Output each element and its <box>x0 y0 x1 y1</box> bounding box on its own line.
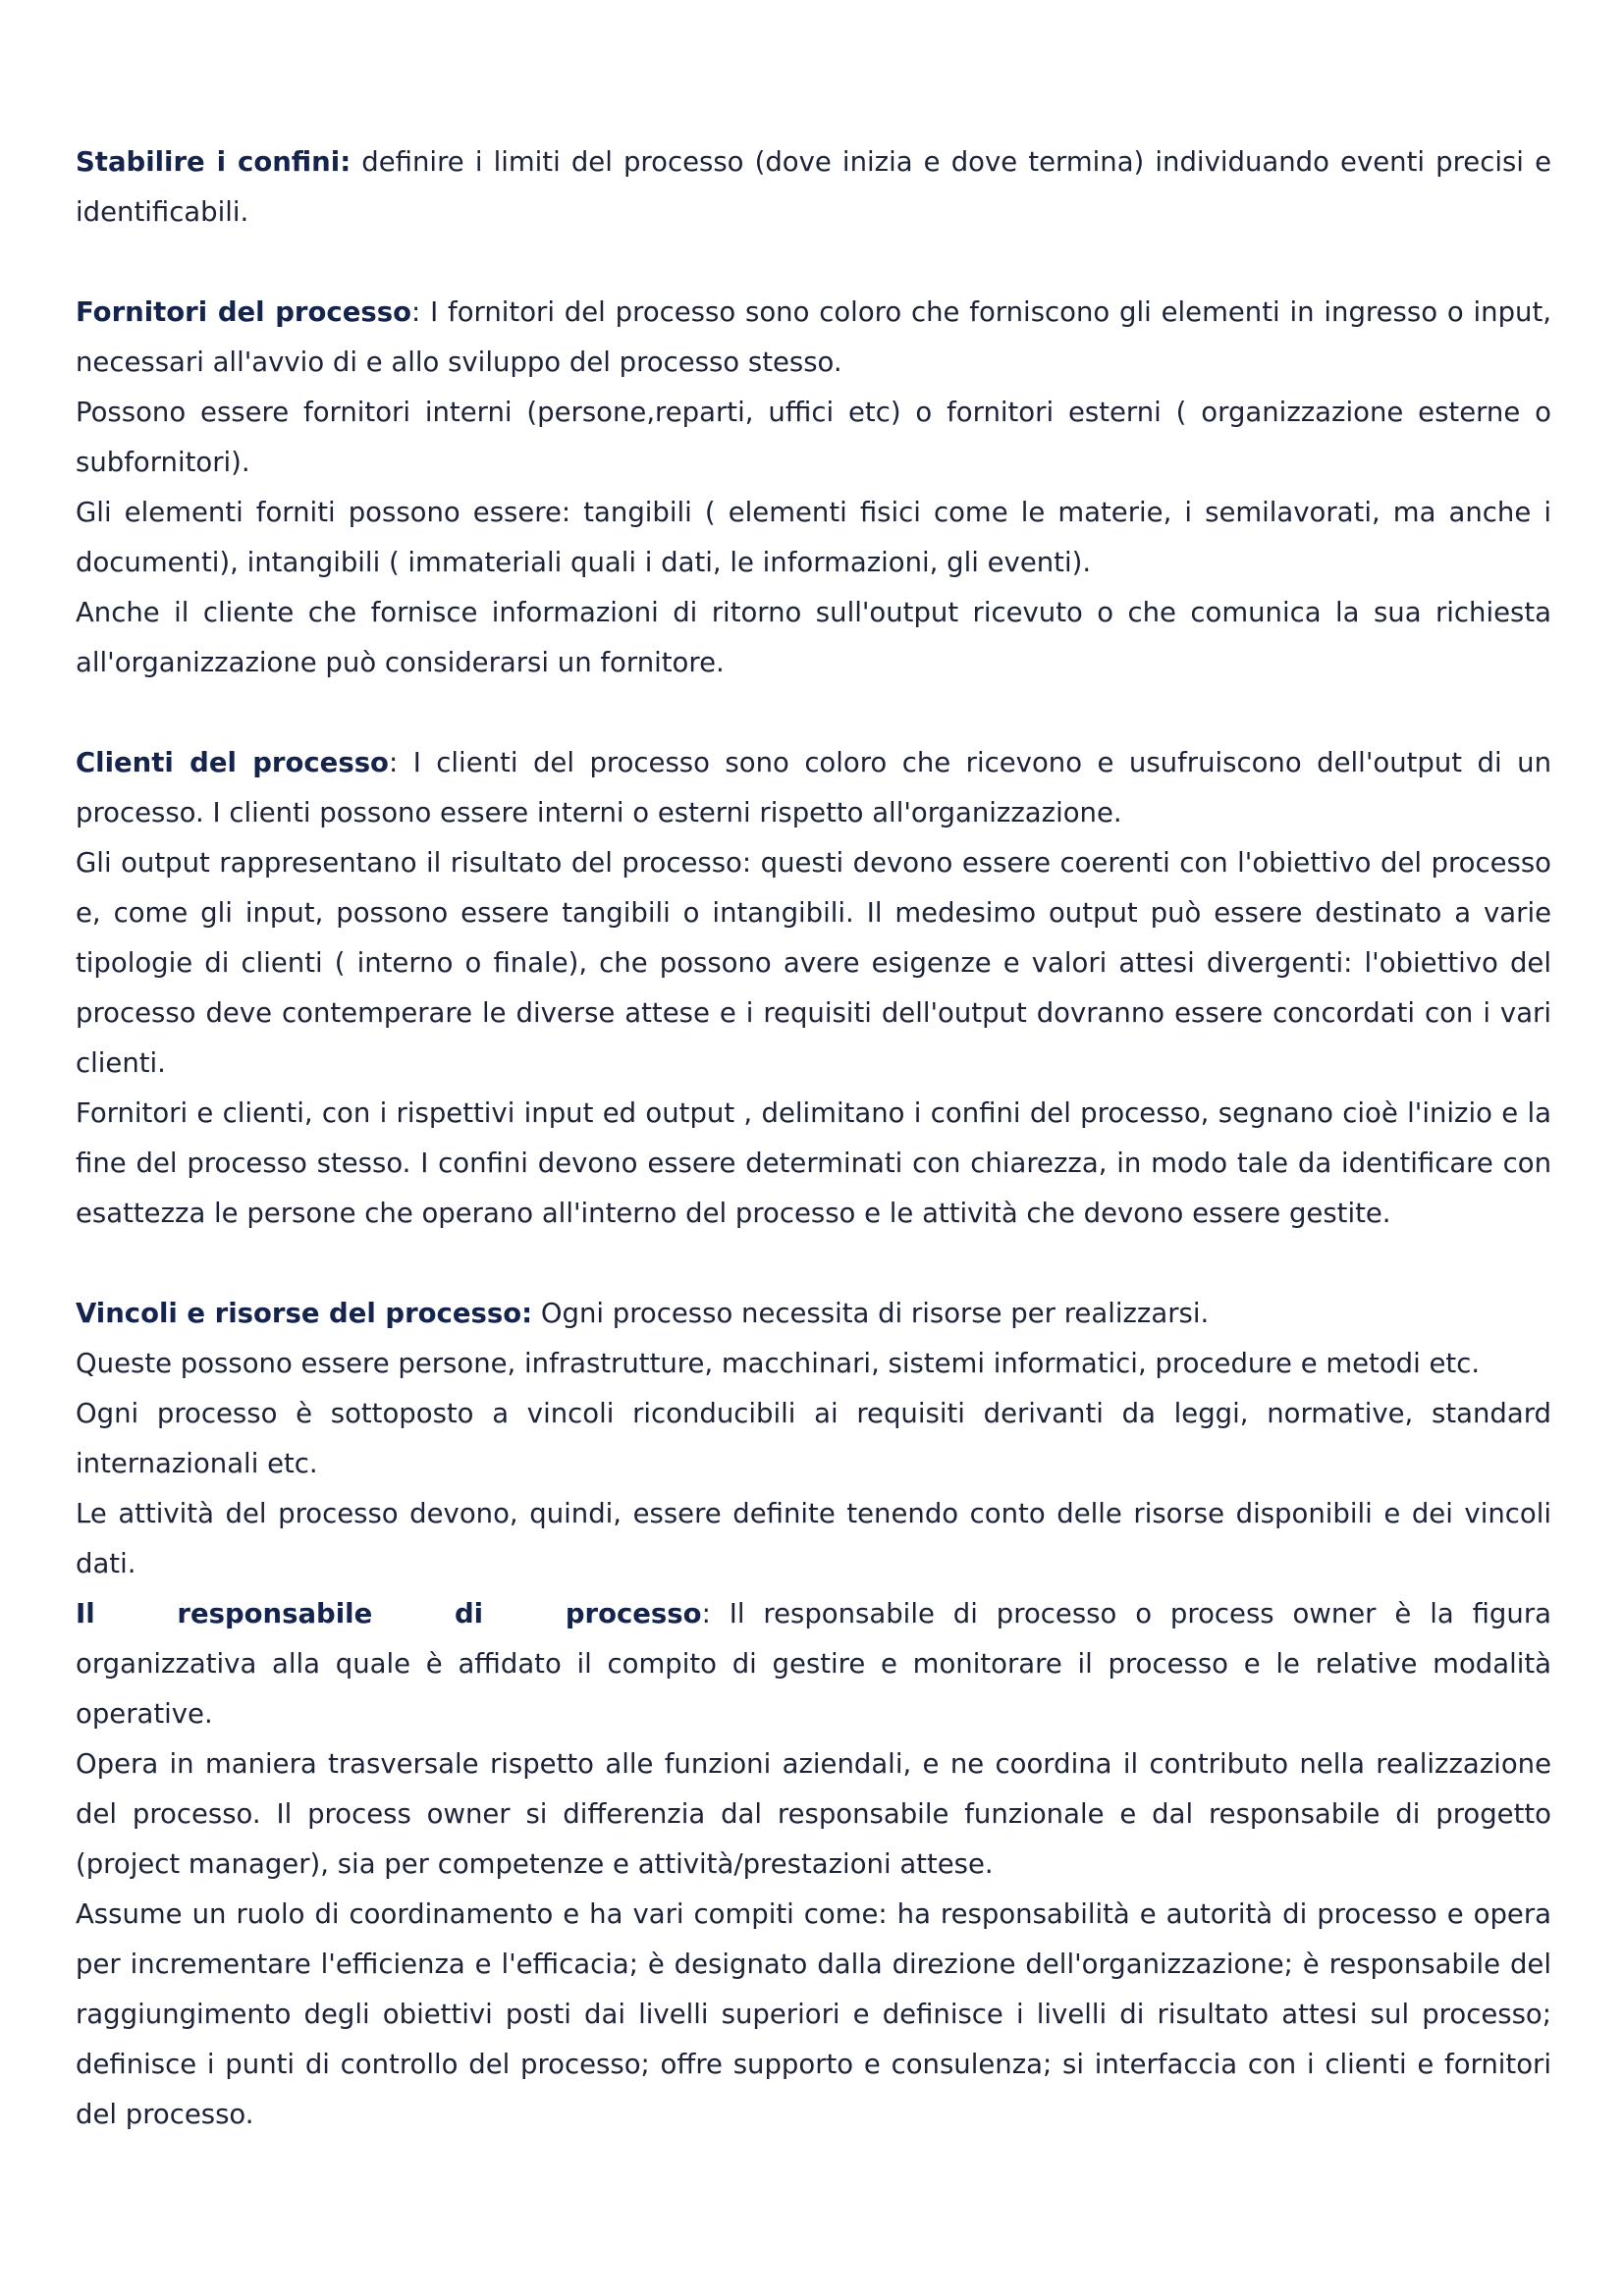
document-page <box>76 137 1551 2140</box>
term-stabilire-confini: Stabilire i confini <box>76 146 341 178</box>
term-clienti: Clienti del processo <box>76 747 389 778</box>
paragraph-fornitori <box>76 288 1551 388</box>
paragraph-vincoli-attivita: Le attività del processo devono, quindi, essere definite tenendo conto delle risorse disponibili e dei vincoli dati. <box>76 1498 1551 1579</box>
paragraph-responsabile-ruolo: Opera in maniera trasversale rispetto alle funzioni aziendali, e ne coordina il contributo nella realizzazione del processo. Il process owner si differenzia dal responsabile funzionale e dal responsabile di progetto (project manager), sia per competenze e attività/prestazioni attese. <box>76 1748 1551 1880</box>
paragraph-fornitori-elementi: Gli elementi forniti possono essere: tangibili ( elementi fisici come le materie, i semilavorati, ma anche i documenti), intangibili ( immateriali quali i dati, le informazioni, gli eventi). <box>76 497 1551 578</box>
paragraph-vincoli-normative: Ogni processo è sottoposto a vincoli riconducibili ai requisiti derivanti da leggi, normative, standard internazionali etc. <box>76 1398 1551 1479</box>
paragraph-text: Il responsabile di processo o process owner è la figura organizzativa alla quale è affidato il compito di gestire e monitorare il processo e le relative modalità operative. <box>76 1598 1551 1730</box>
paragraph-text: I fornitori del processo sono coloro che forniscono gli elementi in ingresso o input, necessari all'avvio di e allo sviluppo del processo stesso. <box>76 296 1551 378</box>
term-separator: : <box>701 1598 711 1629</box>
paragraph-text: definire i limiti del processo (dove inizia e dove termina) individuando eventi precisi e identificabili. <box>76 146 1551 228</box>
term-vincoli-risorse: Vincoli e risorse del processo: <box>76 1298 533 1329</box>
paragraph-text: I clienti del processo sono coloro che ricevono e usufruiscono dell'output di un processo. I clienti possono essere interni o esterni rispetto all'organizzazione. <box>76 747 1551 828</box>
paragraph-fornitori-cliente: Anche il cliente che fornisce informazioni di ritorno sull'output ricevuto o che comunica la sua richiesta all'organizzazione può considerarsi un fornitore. <box>76 597 1551 678</box>
paragraph-gap <box>76 1239 1551 1289</box>
term-responsabile-processo: Il responsabile di processo <box>76 1598 702 1629</box>
paragraph-gap <box>76 238 1551 288</box>
paragraph-confini <box>76 137 1551 238</box>
term-fornitori: Fornitori del processo <box>76 296 411 328</box>
term-separator: : <box>340 146 352 178</box>
paragraph-text: Ogni processo necessita di risorse per realizzarsi. <box>532 1298 1210 1329</box>
paragraph-clienti <box>76 738 1551 838</box>
paragraph-clienti-confini: Fornitori e clienti, con i rispettivi input ed output , delimitano i confini del processo, segnano cioè l'inizio e la fine del processo stesso. I confini devono essere determinati con chiarezza, in modo tale da identificare con esattezza le persone che operano all'interno del processo e le attività che devono essere gestite. <box>76 1097 1551 1229</box>
paragraph-vincoli-risorse: Queste possono essere persone, infrastrutture, macchinari, sistemi informatici, procedure e metodi etc. <box>76 1348 1481 1379</box>
term-separator: : <box>388 747 399 778</box>
paragraph-responsabile-compiti: Assume un ruolo di coordinamento e ha vari compiti come: ha responsabilità e autorità di processo e opera per incrementare l'efficienza e l'efficacia; è designato dalla direzione dell'organizzazione; è responsabile del raggiungimento degli obiettivi posti dai livelli superiori e definisce i livelli di risultato attesi sul processo; definisce i punti di controllo del processo; offre supporto e consulenza; si interfaccia con i clienti e fornitori del processo. <box>76 1898 1551 2130</box>
paragraph-clienti-output: Gli output rappresentano il risultato del processo: questi devono essere coerenti con l'obiettivo del processo e, come gli input, possono essere tangibili o intangibili. Il medesimo output può essere destinato a varie tipologie di clienti ( interno o finale), che possono avere esigenze e valori attesi divergenti: l'obiettivo del processo deve contemperare le diverse attese e i requisiti dell'output dovranno essere concordati con i vari clienti. <box>76 847 1551 1079</box>
paragraph-fornitori-tipi: Possono essere fornitori interni (persone,reparti, uffici etc) o fornitori esterni ( organizzazione esterne o subfornitori). <box>76 397 1551 478</box>
paragraph-vincoli <box>76 1289 1551 1339</box>
paragraph-responsabile <box>76 1589 1551 1739</box>
paragraph-gap <box>76 688 1551 738</box>
term-separator: : <box>410 296 421 328</box>
